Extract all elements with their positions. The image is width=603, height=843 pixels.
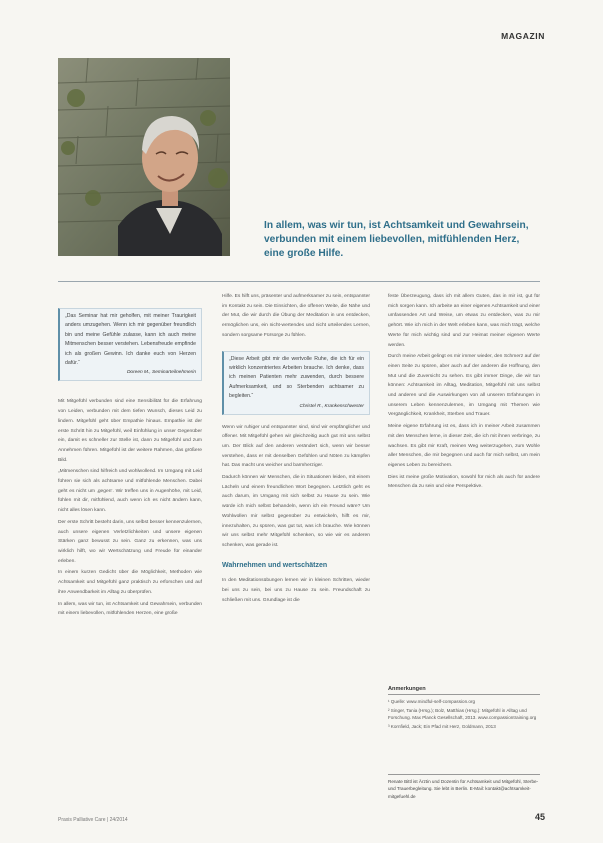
notes-block bbox=[388, 686, 540, 731]
paragraph: In allem, was wir tun, ist Achtsamkeit und Gewahrsein, verbunden mit einem liebevollen, mitfühlenden Herzen, eine große bbox=[58, 601, 202, 617]
paragraph: Wenn wir ruhiger und entspannter sind, sind wir empfänglicher und offener. Mit Mitgefühl gehen wir gleichzeitig auch gut mit uns selbst um. Der Blick auf den anderen verändert sich, wenn wir besser verstehen, dass er mit denselben Gefühlen und Nöten zu kämpfen hat. Das macht uns weicher und barmherziger. bbox=[222, 424, 370, 469]
quote-text: „Diese Arbeit gibt mir die wertvolle Ruhe, die ich für ein wirklich konzentriertes Arbeiten brauche. Ich denke, dass ich meinen Patienten mehr zuwenden, durch bessere Aufmerksamkeit, und so Sterbenden achtsamer zu begleiten.“ bbox=[229, 355, 364, 400]
section-label: MAGAZIN bbox=[501, 31, 545, 41]
testimonial-quote-1 bbox=[58, 308, 202, 381]
paragraph: Mit Mitgefühl verbunden sind eine Sensibilität für die Erfahrung von Leiden, verbunden mit dem tiefen Wunsch, dieses Leid zu lindern. Mitgefühl geht über Empathie hinaus. Empathie ist der erste Schritt hin zu Mitgefühl, weil Einfühlung in unser Gegenüber ein, damit es schneller zur Stelle ist, dann zu Mitgefühl und zum Annehmen führen. Mitgefühl ist der weitere Rahmen, das größere Bild. bbox=[58, 399, 202, 463]
page-number: 45 bbox=[534, 812, 545, 822]
paragraph: In einem kurzen Gedicht über die Möglichkeit, Methoden wie Achtsamkeit und Mitgefühl ganz praktisch zu erforschen und auf ihre Anwendbarkeit im Alltag zu überprüfen. bbox=[58, 570, 202, 595]
note-item: ¹ Quelle: www.mindful-self-compassion.org bbox=[388, 699, 476, 704]
footer-publication: Praxis Palliative Care | 24/2014 bbox=[58, 817, 128, 823]
portrait-photo bbox=[58, 58, 230, 256]
paragraph: feste Überzeugung, dass ich mit allem Guten, das in mir ist, gut für mich sorgen kann. Ich arbeite an einer eigenen Achtsamkeit und einer umfassenden Art und Weise, um etwas zu entdecken, was zu mir gehört. Wie ich mich in der Welt erleben kann, was mich trägt, welche Werte für mich wichtig sind und zur Heimat meiner eigenen Werte werden. bbox=[388, 294, 540, 348]
column-1 bbox=[58, 308, 202, 621]
note-item: ³ Kornfield, Jack; Ein Pfad mit Herz, Goldmann, 2013 bbox=[388, 723, 496, 729]
portrait-illustration bbox=[58, 58, 230, 256]
paragraph: „Mitmenschen sind hilfreich und wohlwollend. Im Umgang mit Leid führen sie sich als achtsame und mitfühlende Menschen. Dabei geht es nicht um ‚gegen‘. Wir treffen uns in Augenhöhe, mit Leid, fühlen mit dir, mitfühlend, auch wenn ich es nicht ändern kann, nicht alles lösen kann. bbox=[58, 469, 202, 514]
column-2 bbox=[222, 292, 370, 608]
paragraph: Durch meine Arbeit gelingt es mir immer wieder, den Schmerz auf der einen Seite zu spüren, aber auch auf der anderen die Hoffnung, den Mut und die Zuversicht zu sehen. Es gibt immer Dinge, die wir tun können: Achtsamkeit im Alltag, Meditation, Mitgefühl mit uns selbst und anderen und die Auswirkungen von all unseren Erfahrungen in unserem Leben kennenzulernen, im Umgang mit Themen wie Vergänglichkeit, Krankheit, Sterben und Trauer. bbox=[388, 354, 540, 418]
notes-list bbox=[388, 698, 540, 730]
paragraph: Dadurch können wir Menschen, die in Situationen leiden, mit einem Lächeln und einem freundlichen Wort begegnen. Letztlich geht es auch darum, im Umgang mit sich selbst zu Hause zu sein. Wie würde ich mich selbst behandeln, wenn ich ein Freund wäre? Um Wohlwollen mir selbst gegenüber zu entwickeln, hilft es mir, innezuhalten, zu spüren, was gut tut, was ich brauche. Wie können wir uns selbst mehr Mitgefühl schenken, so wie wir es anderen schenken, was gerade ist. bbox=[222, 475, 370, 548]
section-subheading: Wahrnehmen und wertschätzen bbox=[222, 561, 328, 569]
notes-divider bbox=[388, 694, 540, 695]
column-3 bbox=[388, 292, 540, 494]
author-bio-block bbox=[388, 774, 540, 800]
paragraph: Dies ist meine große Motivation, sowohl für mich als auch für andere Menschen da zu sein und eine Perspektive. bbox=[388, 474, 540, 490]
paragraph: Der erste Schritt besteht darin, uns selbst besser kennenzulernen, auch unsere eigenen Verletzlichkeiten und unsere eigenen Stärken ganz bewusst zu sein. Ganz zu erkennen, was uns wirklich hilft, wo wir Wertschätzung und Freude für einander erleben. bbox=[58, 519, 202, 564]
bio-divider bbox=[388, 774, 540, 775]
paragraph: In den Meditationsübungen lernen wir in kleinen Schritten, wieder bei uns zu sein, bei uns zu Hause zu sein. Freundschaft zu schließen mit uns. Grundlage ist die bbox=[222, 578, 370, 603]
paragraph: Meine eigene Erfahrung ist es, dass ich in meiner Arbeit zusammen mit den Menschen lerne, in dieser Zeit, die ich mit ihnen verbringe, zu wachsen. Es gibt mir Kraft, meinen Weg weiterzugehen, zum Wohle aller Menschen, die mir begegnen und auch für mich selbst, um mein eigenes Leben zu bereichern. bbox=[388, 424, 540, 468]
note-item: ² Singer, Tania (Hrsg.); Bolz, Matthias (Hrsg.): Mitgefühl in Alltag und Forschung. Max Planck Gesellschaft, 2013. www.compassiontraining.org bbox=[388, 707, 537, 720]
quote-author: Christel R., Krankenschwester bbox=[299, 403, 364, 409]
paragraph: Hilfe. Es hilft uns, präsenter und aufmerksamer zu sein, entspannter im Kontakt zu sein. Die Einsichten, die offenen Weite, die Nähe und der Mut, die wir durch die Übung der Meditation in uns entdecken, ermöglichen uns, ein nicht-wertendes und nicht urteilendes Lernen, sondern sorgsame Fürsorge zu fühlen. bbox=[222, 294, 370, 338]
pull-quote: In allem, was wir tun, ist Achtsamkeit und Gewahrsein, verbunden mit einem liebevollen, mitfühlenden Herz, eine große Hilfe. bbox=[264, 220, 529, 259]
header-divider bbox=[58, 281, 540, 282]
author-bio: Renate Bittl ist Ärztin und Dozentin für Achtsamkeit und Mitgefühl, Sterbe- und Trauerbegleitung. Sie lebt in Berlin. E-Mail: kontakt@achtsamkeit-mitgefuehl.de bbox=[388, 779, 539, 799]
notes-title: Anmerkungen bbox=[388, 686, 426, 692]
testimonial-quote-2 bbox=[222, 351, 370, 415]
quote-author: Doreen M., Seminarteilnehmerin bbox=[126, 370, 196, 376]
quote-text: „Das Seminar hat mir geholfen, mit meiner Traurigkeit anders umzugehen. Wenn ich mir gegenüber freundlich bin und meine Gefühle zulasse, kann ich auch meine Mitmenschen besser verstehen. Lebensfreude empfinde ich als großen Gewinn. Ich danke euch von Herzen dafür.“ bbox=[65, 313, 196, 367]
